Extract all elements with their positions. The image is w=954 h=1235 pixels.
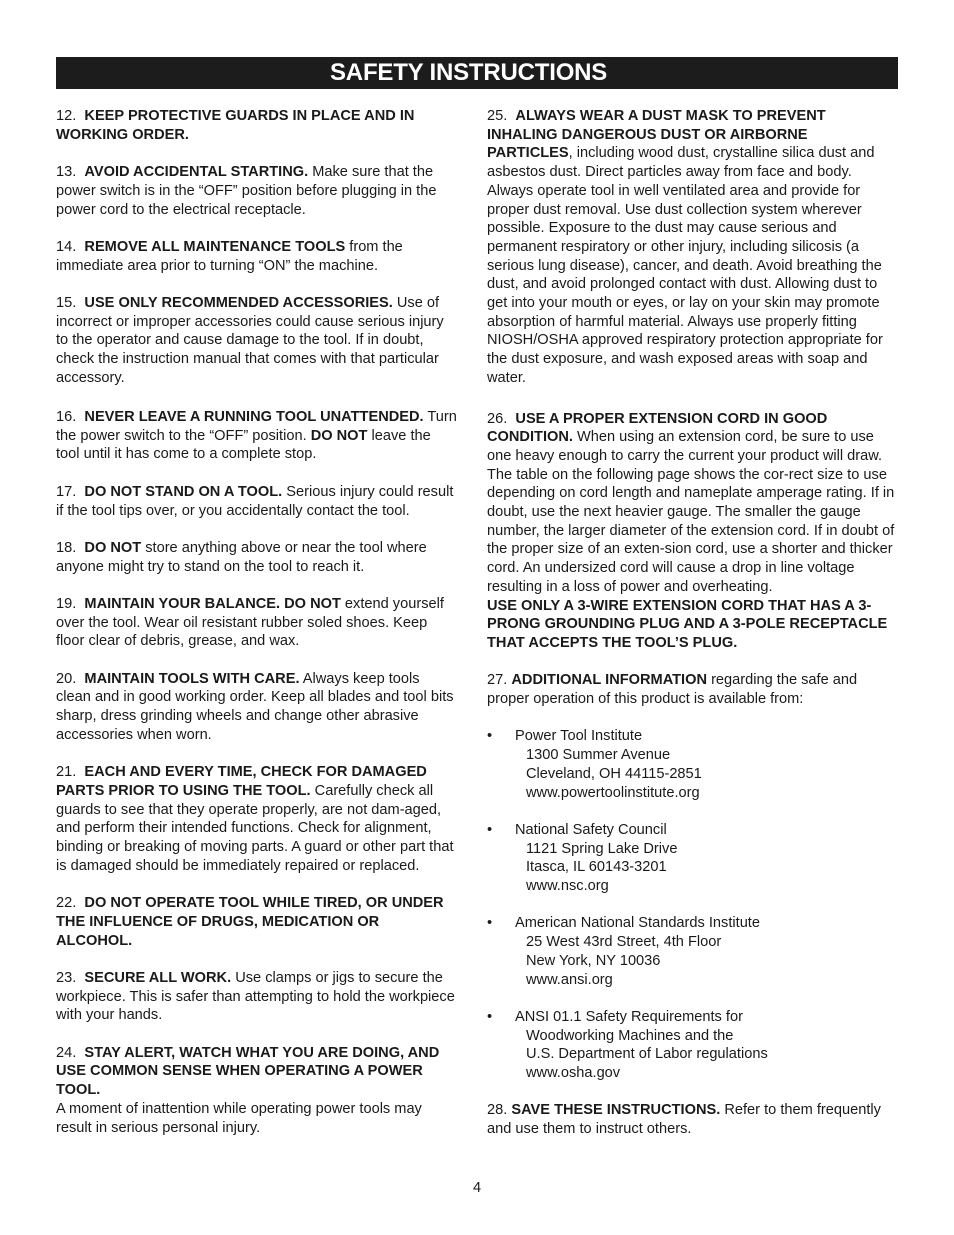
resource-line: U.S. Department of Labor regulations xyxy=(526,1046,768,1063)
item-heading: ALWAYS WEAR A DUST MASK TO PREVENT INHALING DANGEROUS DUST OR AIRBORNE PARTICLES xyxy=(487,108,826,162)
resource-line: 1300 Summer Avenue xyxy=(526,747,671,764)
item-16 xyxy=(56,408,458,464)
item-text: Use of incorrect or improper accessories could cause serious injury to the operator and cause damage to the tool. If in doubt, check the instruction manual that comes with that particular accessory. xyxy=(56,294,444,386)
resource-entry xyxy=(487,914,895,989)
item-number: 25. xyxy=(487,108,508,124)
bullet: • xyxy=(487,728,493,745)
item-17 xyxy=(56,483,458,520)
item-number: 19. xyxy=(56,595,77,612)
resource-name: National Safety Council xyxy=(515,821,667,838)
item-text: , including wood dust, crystalline silica dust and asbestos dust. Direct particles away from face and body. Always operate tool in well ventilated area and provide for proper dust removal. Use dust collection system wherever possible. Exposure to the dust may cause serious and permanent respiratory or other injury, including silicosis (a serious lung disease), cancer, and death. Avoid breathing the dust, and avoid prolonged contact with dust. Allowing dust to get into your mouth or eyes, or lay on your skin may promote absorption of harmful material. Always use properly fitting NIOSH/OSHA approved respiratory protection appropriate for the dust exposure, and wash exposed areas with soap and water. xyxy=(487,145,883,386)
item-heading: AVOID ACCIDENTAL STARTING. xyxy=(84,164,309,181)
item-number: 26. xyxy=(487,410,508,427)
item-text: store anything above or near the tool where anyone might try to stand on the tool to reach it. xyxy=(56,539,427,575)
resource-url: www.nsc.org xyxy=(526,878,609,895)
item-text: leave the tool until it has come to a complete stop. xyxy=(56,427,431,463)
item-13 xyxy=(56,163,458,219)
resource-entry xyxy=(487,821,895,896)
item-25 xyxy=(487,107,895,388)
item-heading: USE ONLY RECOMMENDED ACCESSORIES. xyxy=(84,294,393,311)
item-text: A moment of inattention while operating power tools may result in serious personal injury. xyxy=(56,1100,422,1136)
item-heading: DO NOT STAND ON A TOOL. xyxy=(84,483,283,500)
item-28 xyxy=(487,1101,895,1138)
item-text: Carefully check all guards to see that they operate properly, are not dam-aged, and perform their intended functions. Check for alignment, binding or breaking of moving parts. A guard or other part that is damaged should be immediately repaired or replaced. xyxy=(56,782,454,874)
title-bar xyxy=(56,57,898,89)
item-number: 13. xyxy=(56,164,77,181)
left-column xyxy=(56,107,458,1137)
resource-line: Cleveland, OH 44115-2851 xyxy=(526,765,702,782)
item-heading: DO NOT OPERATE TOOL WHILE TIRED, OR UNDER THE INFLUENCE OF DRUGS, MEDICATION OR ALCOHOL. xyxy=(56,895,444,949)
resource-line: Itasca, IL 60143-3201 xyxy=(526,859,667,876)
item-heading: USE A PROPER EXTENSION CORD IN GOOD CONDITION. xyxy=(487,410,828,446)
item-24 xyxy=(56,1044,458,1138)
item-heading: ADDITIONAL INFORMATION xyxy=(511,672,708,689)
resource-url: www.powertoolinstitute.org xyxy=(526,784,700,801)
resource-line: 1121 Spring Lake Drive xyxy=(526,840,678,857)
item-text: from the immediate area prior to turning “ON” the machine. xyxy=(56,238,403,274)
item-heading: KEEP PROTECTIVE GUARDS IN PLACE AND IN WORKING ORDER. xyxy=(56,108,415,143)
item-22 xyxy=(56,894,458,950)
item-14 xyxy=(56,238,458,275)
bullet: • xyxy=(487,821,493,838)
item-26 xyxy=(487,410,895,653)
item-text: Refer to them frequently and use them to instruct others. xyxy=(487,1102,881,1138)
resource-line: Woodworking Machines and the xyxy=(526,1027,734,1044)
right-column xyxy=(487,107,895,1139)
item-emphasis: USE ONLY A 3-WIRE EXTENSION CORD THAT HAS A 3-PRONG GROUNDING PLUG AND A 3-POLE RECEPTACLE THAT ACCEPTS THE TOOL’S PLUG. xyxy=(487,597,888,651)
item-heading: EACH AND EVERY TIME, CHECK FOR DAMAGED PARTS PRIOR TO USING THE TOOL. xyxy=(56,764,427,799)
resource-line: New York, NY 10036 xyxy=(526,952,661,969)
item-text: Serious injury could result if the tool tips over, or you accidentally contact the tool. xyxy=(56,483,454,519)
item-heading: DO NOT xyxy=(84,539,142,556)
item-text: Use clamps or jigs to secure the workpiece. This is safer than attempting to hold the workpiece with your hands. xyxy=(56,969,455,1024)
item-number: 21. xyxy=(56,764,77,781)
item-heading: REMOVE ALL MAINTENANCE TOOLS xyxy=(84,238,346,255)
page-title: SAFETY INSTRUCTIONS xyxy=(330,59,608,86)
item-text: Turn the power switch to the “OFF” position. xyxy=(56,409,457,444)
item-12 xyxy=(56,107,458,144)
page-number: 4 xyxy=(472,1180,482,1196)
item-19 xyxy=(56,595,458,651)
item-23 xyxy=(56,969,458,1025)
item-number: 12. xyxy=(56,108,77,124)
resource-line: 25 West 43rd Street, 4th Floor xyxy=(526,934,722,951)
item-text: regarding the safe and proper operation of this product is available from: xyxy=(487,672,858,708)
item-number: 14. xyxy=(56,238,77,255)
bullet: • xyxy=(487,1008,493,1025)
item-text: When using an extension cord, be sure to use one heavy enough to carry the current your product will draw. The table on the following page shows the cor-rect size to use depending on cord length and nameplate amperage rating. If in doubt, use the next heavier gauge. The smaller the gauge number, the larger diameter of the extension cord. If in doubt of the proper size of an exten-sion cord, use a shorter and thicker cord. An undersized cord will cause a drop in line voltage resulting in a loss of power and overheating. xyxy=(487,429,895,595)
item-heading: MAINTAIN TOOLS WITH CARE. xyxy=(84,670,300,687)
item-number: 15. xyxy=(56,294,77,311)
item-number: 27. xyxy=(487,672,508,689)
item-heading: MAINTAIN YOUR BALANCE. DO NOT xyxy=(84,595,341,612)
item-number: 28. xyxy=(487,1102,508,1119)
item-18 xyxy=(56,539,458,576)
item-emphasis: DO NOT xyxy=(310,427,368,444)
resource-entry xyxy=(487,1008,895,1083)
item-heading: NEVER LEAVE A RUNNING TOOL UNATTENDED. xyxy=(84,409,424,425)
resource-entry xyxy=(487,727,895,802)
item-number: 24. xyxy=(56,1044,77,1061)
item-27 xyxy=(487,671,895,708)
item-15 xyxy=(56,294,458,388)
item-number: 18. xyxy=(56,539,77,556)
item-number: 20. xyxy=(56,670,77,687)
item-heading: SAVE THESE INSTRUCTIONS. xyxy=(511,1102,721,1119)
item-heading: STAY ALERT, WATCH WHAT YOU ARE DOING, AND USE COMMON SENSE WHEN OPERATING A POWER TOOL. xyxy=(56,1044,440,1099)
item-number: 17. xyxy=(56,483,77,500)
resource-name: American National Standards Institute xyxy=(515,915,760,932)
item-text: Always keep tools clean and in good working order. Keep all blades and tool bits sharp, dress grinding wheels and change other abrasive accessories when worn. xyxy=(56,670,454,743)
resource-url: www.osha.gov xyxy=(526,1065,621,1082)
resource-name: ANSI 01.1 Safety Requirements for xyxy=(515,1008,743,1025)
item-text: extend yourself over the tool. Wear oil resistant rubber soled shoes. Keep floor clear of debris, grease, and wax. xyxy=(56,595,444,650)
item-number: 22. xyxy=(56,895,77,912)
bullet: • xyxy=(487,915,493,932)
item-number: 23. xyxy=(56,969,77,986)
item-heading: SECURE ALL WORK. xyxy=(84,969,232,986)
item-text: Make sure that the power switch is in the “OFF” position before plugging in the power cord to the electrical receptacle. xyxy=(56,164,437,218)
resource-name: Power Tool Institute xyxy=(515,728,643,745)
item-21 xyxy=(56,763,458,875)
item-number: 16. xyxy=(56,409,77,425)
resource-url: www.ansi.org xyxy=(526,971,613,988)
item-20 xyxy=(56,670,458,745)
